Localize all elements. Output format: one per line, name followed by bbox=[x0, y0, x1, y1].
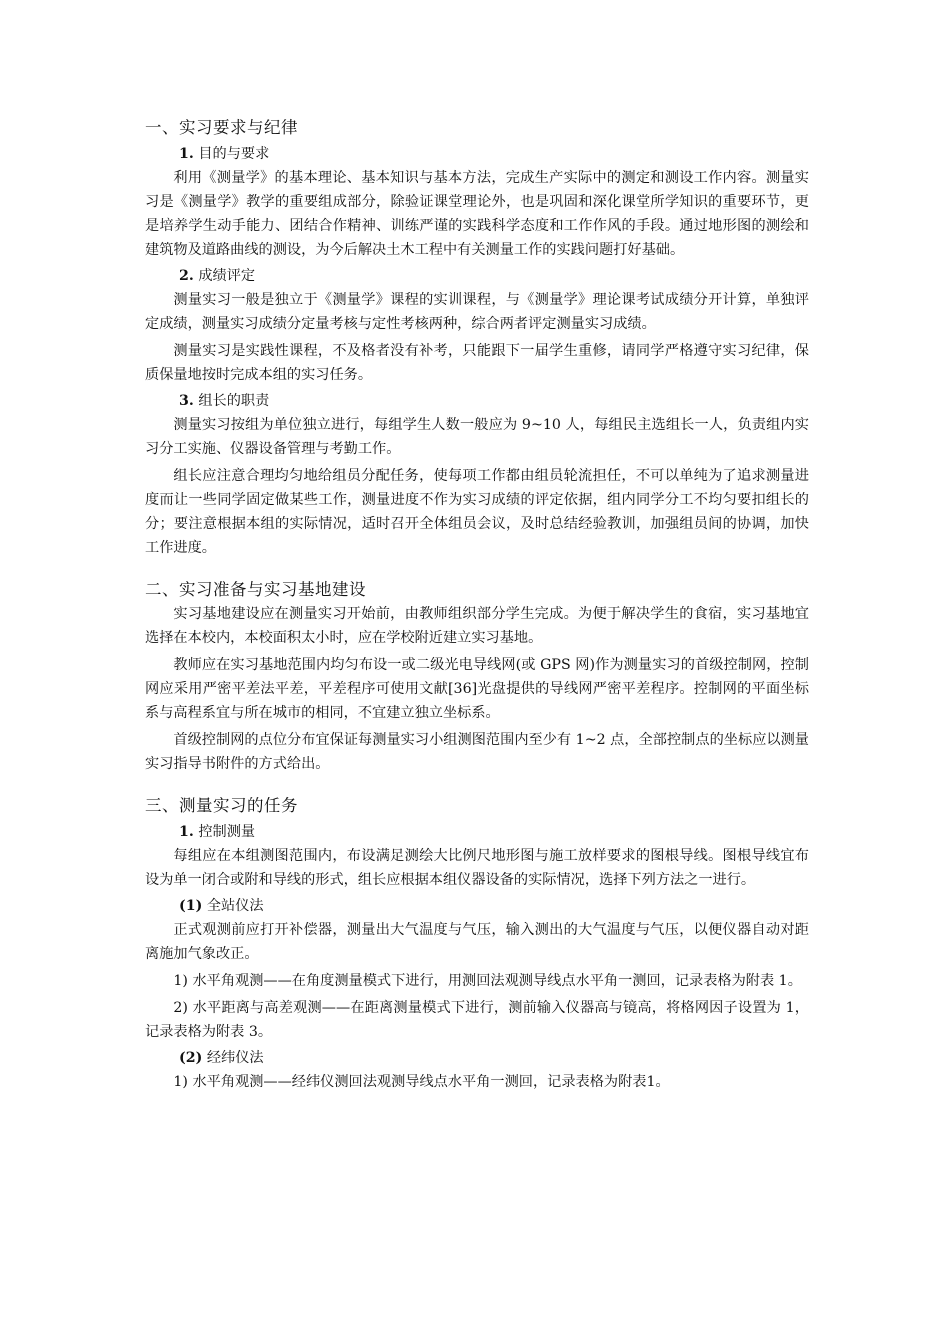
subsection-title: 目的与要求 bbox=[198, 146, 270, 162]
paragraph: 组长应注意合理均匀地给组员分配任务，使每项工作都由组员轮流担任，不可以单纯为了追求测量进度而让一些同学固定做某些工作，测量进度不作为实习成绩的评定依据，组内同学分工不均匀要扣组长的分；要注意根据本组的实际情况，适时召开全体组员会议，及时总结经验教训，加强组员间的协调，加快工作进度。 bbox=[145, 468, 809, 556]
subsection-title: 组长的职责 bbox=[198, 393, 270, 409]
section-2 bbox=[145, 578, 809, 776]
subsection-title: 成绩评定 bbox=[198, 268, 256, 284]
paragraph: 1) 水平角观测——在角度测量模式下进行，用测回法观测导线点水平角一测回，记录表格为附表 1。 bbox=[173, 973, 802, 989]
subsection-number: 2. bbox=[179, 268, 194, 284]
subsection-heading bbox=[145, 894, 809, 918]
section-1 bbox=[145, 116, 809, 560]
subsection-title: 控制测量 bbox=[198, 824, 256, 840]
paragraph: 测量实习按组为单位独立进行，每组学生人数一般应为 9~10 人，每组民主选组长一人，负责组内实习分工实施、仪器设备管理与考勤工作。 bbox=[145, 417, 809, 457]
subsection-title: 经纬仪法 bbox=[206, 1050, 264, 1066]
subsection-heading bbox=[145, 264, 809, 288]
subsection-number: 1. bbox=[179, 824, 194, 840]
subsection-title: 全站仪法 bbox=[206, 898, 264, 914]
document-body bbox=[145, 116, 809, 1094]
paragraph: 1) 水平角观测——经纬仪测回法观测导线点水平角一测回，记录表格为附表1。 bbox=[173, 1074, 670, 1090]
subsection-number: (2) bbox=[179, 1050, 203, 1066]
subsection-heading bbox=[145, 389, 809, 413]
paragraph: 首级控制网的点位分布宜保证每测量实习小组测图范围内至少有 1~2 点，全部控制点的坐标应以测量实习指导书附件的方式给出。 bbox=[145, 732, 809, 772]
subsection-heading bbox=[145, 820, 809, 844]
paragraph: 每组应在本组测图范围内，布设满足测绘大比例尺地形图与施工放样要求的图根导线。图根导线宜布设为单一闭合或附和导线的形式，组长应根据本组仪器设备的实际情况，选择下列方法之一进行。 bbox=[145, 848, 809, 888]
paragraph: 测量实习是实践性课程，不及格者没有补考，只能跟下一届学生重修，请同学严格遵守实习纪律，保质保量地按时完成本组的实习任务。 bbox=[145, 343, 809, 383]
section-heading: 三、测量实习的任务 bbox=[145, 796, 298, 815]
paragraph: 实习基地建设应在测量实习开始前，由教师组织部分学生完成。为便于解决学生的食宿，实习基地宜选择在本校内，本校面积太小时，应在学校附近建立实习基地。 bbox=[145, 606, 809, 646]
section-heading: 二、实习准备与实习基地建设 bbox=[145, 580, 366, 599]
paragraph: 正式观测前应打开补偿器，测量出大气温度与气压，输入测出的大气温度与气压，以便仪器自动对距离施加气象改正。 bbox=[145, 922, 809, 962]
section-3 bbox=[145, 794, 809, 1094]
paragraph: 教师应在实习基地范围内均匀布设一或二级光电导线网(或 GPS 网)作为测量实习的首级控制网，控制网应采用严密平差法平差，平差程序可使用文献[36]光盘提供的导线网严密平差程序。控制网的平面坐标系与高程系宜与所在城市的相同，不宜建立独立坐标系。 bbox=[145, 657, 809, 721]
section-heading: 一、实习要求与纪律 bbox=[145, 118, 298, 137]
subsection-number: (1) bbox=[179, 898, 203, 914]
subsection-heading bbox=[145, 1046, 809, 1070]
paragraph: 利用《测量学》的基本理论、基本知识与基本方法，完成生产实际中的测定和测设工作内容。测量实习是《测量学》教学的重要组成部分，除验证课堂理论外，也是巩固和深化课堂所学知识的重要环节，更是培养学生动手能力、团结合作精神、训练严谨的实践科学态度和工作作风的手段。通过地形图的测绘和建筑物及道路曲线的测设，为今后解决土木工程中有关测量工作的实践问题打好基础。 bbox=[145, 170, 809, 258]
paragraph: 测量实习一般是独立于《测量学》课程的实训课程，与《测量学》理论课考试成绩分开计算，单独评定成绩，测量实习成绩分定量考核与定性考核两种，综合两者评定测量实习成绩。 bbox=[145, 292, 809, 332]
paragraph: 2) 水平距离与高差观测——在距离测量模式下进行，测前输入仪器高与镜高，将格网因子设置为 1，记录表格为附表 3。 bbox=[145, 1000, 809, 1040]
subsection-number: 3. bbox=[179, 393, 194, 409]
subsection-heading bbox=[145, 142, 809, 166]
subsection-number: 1. bbox=[179, 146, 194, 162]
